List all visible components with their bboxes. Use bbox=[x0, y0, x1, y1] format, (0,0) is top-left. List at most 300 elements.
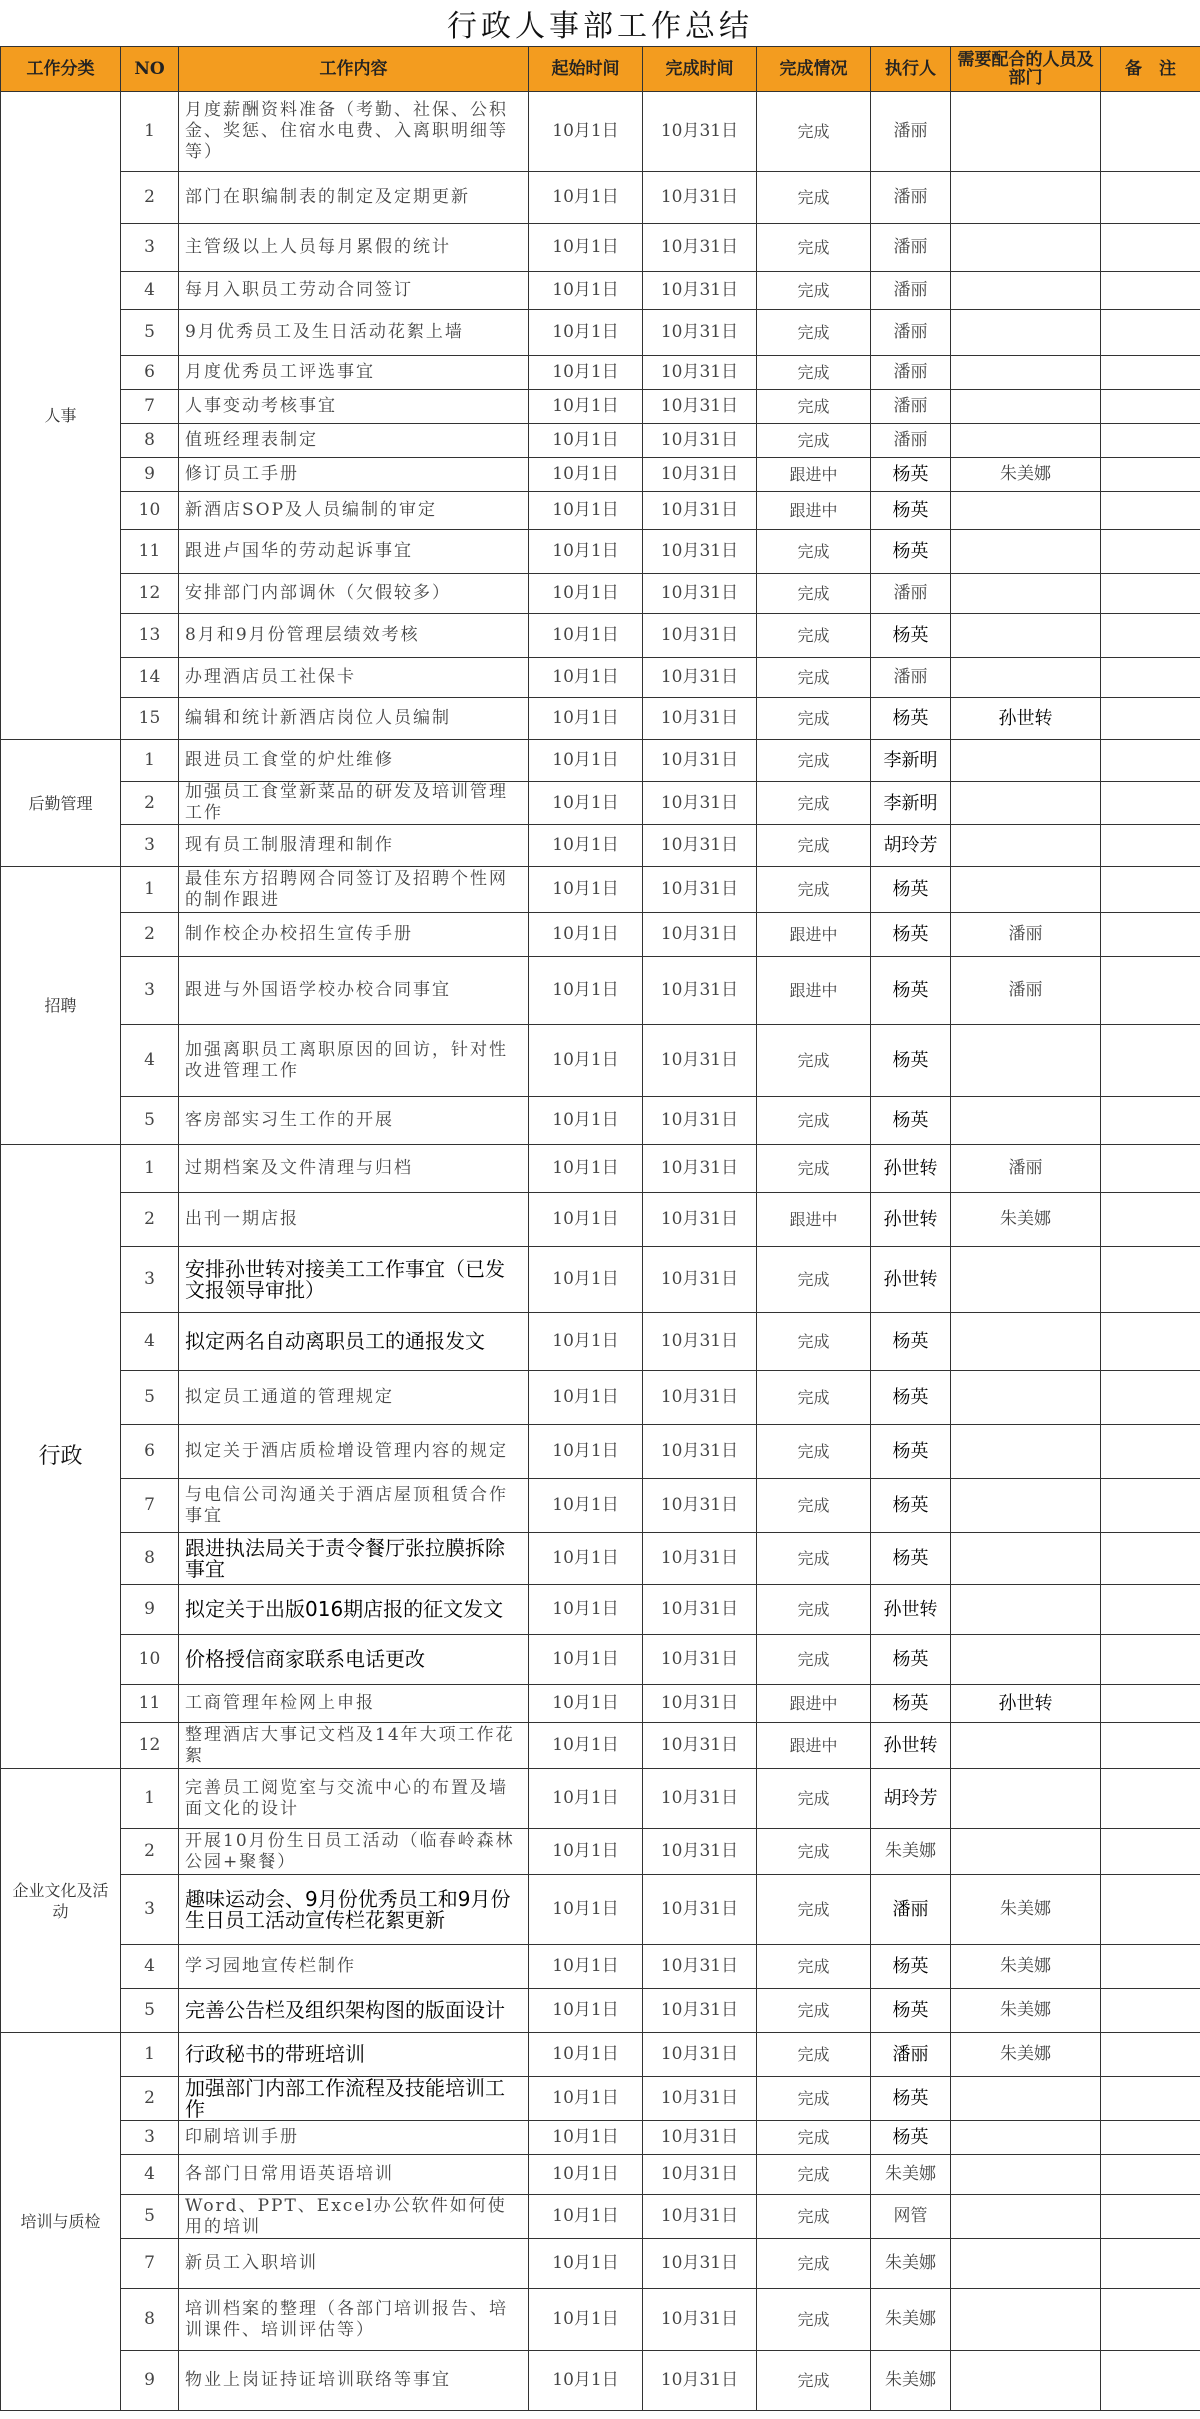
category-cell: 招聘 bbox=[1, 867, 121, 1145]
status-cell: 完成 bbox=[757, 2195, 871, 2239]
work-content-cell: 8月和9月份管理层绩效考核 bbox=[179, 614, 529, 658]
status-cell: 完成 bbox=[757, 2033, 871, 2077]
table-row bbox=[1, 825, 1200, 867]
cooperation-cell bbox=[951, 614, 1101, 658]
note-cell bbox=[1101, 1723, 1200, 1769]
row-number-cell: 4 bbox=[121, 2155, 179, 2195]
row-number-cell: 3 bbox=[121, 957, 179, 1025]
start-date-cell: 10月1日 bbox=[529, 272, 643, 310]
cooperation-cell bbox=[951, 825, 1101, 867]
executor-cell: 杨英 bbox=[871, 492, 951, 530]
executor-cell: 潘丽 bbox=[871, 2033, 951, 2077]
category-cell: 培训与质检 bbox=[1, 2033, 121, 2411]
end-date-cell: 10月31日 bbox=[643, 1425, 757, 1479]
header-cooperation: 需要配合的人员及部门 bbox=[951, 47, 1101, 92]
status-cell: 跟进中 bbox=[757, 458, 871, 492]
work-content-cell: 月度薪酬资料准备（考勤、社保、公积金、奖惩、住宿水电费、入离职明细等等） bbox=[179, 92, 529, 172]
start-date-cell: 10月1日 bbox=[529, 92, 643, 172]
note-cell bbox=[1101, 1945, 1200, 1989]
note-cell bbox=[1101, 2195, 1200, 2239]
row-number-cell: 5 bbox=[121, 2195, 179, 2239]
table-row bbox=[1, 272, 1200, 310]
table-row bbox=[1, 698, 1200, 740]
start-date-cell: 10月1日 bbox=[529, 574, 643, 614]
table-header-row bbox=[1, 47, 1200, 92]
end-date-cell: 10月31日 bbox=[643, 867, 757, 913]
table-row bbox=[1, 1145, 1200, 1193]
cooperation-cell bbox=[951, 2155, 1101, 2195]
work-content-cell: 整理酒店大事记文档及14年大项工作花絮 bbox=[179, 1723, 529, 1769]
row-number-cell: 6 bbox=[121, 356, 179, 390]
table-row bbox=[1, 614, 1200, 658]
header-category: 工作分类 bbox=[1, 47, 121, 92]
executor-cell: 杨英 bbox=[871, 1989, 951, 2033]
end-date-cell: 10月31日 bbox=[643, 272, 757, 310]
note-cell bbox=[1101, 2033, 1200, 2077]
end-date-cell: 10月31日 bbox=[643, 2239, 757, 2289]
cooperation-cell bbox=[951, 1829, 1101, 1875]
status-cell: 完成 bbox=[757, 530, 871, 574]
header-end-date: 完成时间 bbox=[643, 47, 757, 92]
table-row bbox=[1, 2195, 1200, 2239]
start-date-cell: 10月1日 bbox=[529, 172, 643, 224]
table-row bbox=[1, 2077, 1200, 2121]
cooperation-cell bbox=[951, 492, 1101, 530]
start-date-cell: 10月1日 bbox=[529, 614, 643, 658]
row-number-cell: 2 bbox=[121, 782, 179, 825]
table-row bbox=[1, 530, 1200, 574]
row-number-cell: 14 bbox=[121, 658, 179, 698]
row-number-cell: 3 bbox=[121, 825, 179, 867]
row-number-cell: 5 bbox=[121, 310, 179, 356]
cooperation-cell bbox=[951, 1247, 1101, 1313]
note-cell bbox=[1101, 390, 1200, 424]
executor-cell: 杨英 bbox=[871, 957, 951, 1025]
note-cell bbox=[1101, 2077, 1200, 2121]
work-content-cell: 与电信公司沟通关于酒店屋顶租赁合作事宜 bbox=[179, 1479, 529, 1533]
end-date-cell: 10月31日 bbox=[643, 1829, 757, 1875]
note-cell bbox=[1101, 172, 1200, 224]
start-date-cell: 10月1日 bbox=[529, 867, 643, 913]
row-number-cell: 7 bbox=[121, 1479, 179, 1533]
work-content-cell: 最佳东方招聘网合同签订及招聘个性网的制作跟进 bbox=[179, 867, 529, 913]
executor-cell: 朱美娜 bbox=[871, 2239, 951, 2289]
executor-cell: 杨英 bbox=[871, 614, 951, 658]
start-date-cell: 10月1日 bbox=[529, 424, 643, 458]
table-row bbox=[1, 1193, 1200, 1247]
note-cell bbox=[1101, 424, 1200, 458]
row-number-cell: 5 bbox=[121, 1097, 179, 1145]
table-row bbox=[1, 1313, 1200, 1371]
status-cell: 完成 bbox=[757, 424, 871, 458]
end-date-cell: 10月31日 bbox=[643, 390, 757, 424]
executor-cell: 胡玲芳 bbox=[871, 1769, 951, 1829]
executor-cell: 杨英 bbox=[871, 1685, 951, 1723]
end-date-cell: 10月31日 bbox=[643, 2121, 757, 2155]
note-cell bbox=[1101, 224, 1200, 272]
executor-cell: 孙世转 bbox=[871, 1145, 951, 1193]
start-date-cell: 10月1日 bbox=[529, 1723, 643, 1769]
table-row bbox=[1, 1371, 1200, 1425]
cooperation-cell bbox=[951, 1313, 1101, 1371]
row-number-cell: 4 bbox=[121, 1313, 179, 1371]
header-no: NO bbox=[121, 47, 179, 92]
work-content-cell: 办理酒店员工社保卡 bbox=[179, 658, 529, 698]
table-row bbox=[1, 1635, 1200, 1685]
cooperation-cell: 朱美娜 bbox=[951, 2033, 1101, 2077]
start-date-cell: 10月1日 bbox=[529, 2155, 643, 2195]
start-date-cell: 10月1日 bbox=[529, 1635, 643, 1685]
status-cell: 完成 bbox=[757, 92, 871, 172]
start-date-cell: 10月1日 bbox=[529, 740, 643, 782]
start-date-cell: 10月1日 bbox=[529, 356, 643, 390]
end-date-cell: 10月31日 bbox=[643, 825, 757, 867]
start-date-cell: 10月1日 bbox=[529, 2289, 643, 2351]
start-date-cell: 10月1日 bbox=[529, 1875, 643, 1945]
end-date-cell: 10月31日 bbox=[643, 2351, 757, 2411]
note-cell bbox=[1101, 530, 1200, 574]
table-row bbox=[1, 574, 1200, 614]
row-number-cell: 1 bbox=[121, 2033, 179, 2077]
page-title-bar bbox=[0, 0, 1200, 46]
status-cell: 完成 bbox=[757, 2289, 871, 2351]
table-row bbox=[1, 2289, 1200, 2351]
table-row bbox=[1, 1533, 1200, 1585]
work-content-cell: 培训档案的整理（各部门培训报告、培训课件、培训评估等） bbox=[179, 2289, 529, 2351]
cooperation-cell: 朱美娜 bbox=[951, 1989, 1101, 2033]
end-date-cell: 10月31日 bbox=[643, 1989, 757, 2033]
work-content-cell: 拟定两名自动离职员工的通报发文 bbox=[179, 1313, 529, 1371]
start-date-cell: 10月1日 bbox=[529, 1945, 643, 1989]
row-number-cell: 2 bbox=[121, 172, 179, 224]
row-number-cell: 3 bbox=[121, 224, 179, 272]
note-cell bbox=[1101, 2239, 1200, 2289]
row-number-cell: 12 bbox=[121, 1723, 179, 1769]
header-note: 备 注 bbox=[1101, 47, 1200, 92]
executor-cell: 杨英 bbox=[871, 1313, 951, 1371]
end-date-cell: 10月31日 bbox=[643, 2289, 757, 2351]
cooperation-cell bbox=[951, 1585, 1101, 1635]
start-date-cell: 10月1日 bbox=[529, 224, 643, 272]
work-content-cell: 每月入职员工劳动合同签订 bbox=[179, 272, 529, 310]
end-date-cell: 10月31日 bbox=[643, 1945, 757, 1989]
end-date-cell: 10月31日 bbox=[643, 957, 757, 1025]
end-date-cell: 10月31日 bbox=[643, 1371, 757, 1425]
status-cell: 完成 bbox=[757, 1247, 871, 1313]
start-date-cell: 10月1日 bbox=[529, 825, 643, 867]
note-cell bbox=[1101, 1425, 1200, 1479]
row-number-cell: 7 bbox=[121, 2239, 179, 2289]
start-date-cell: 10月1日 bbox=[529, 1829, 643, 1875]
work-content-cell: Word、PPT、Excel办公软件如何使用的培训 bbox=[179, 2195, 529, 2239]
status-cell: 完成 bbox=[757, 390, 871, 424]
executor-cell: 朱美娜 bbox=[871, 2351, 951, 2411]
work-content-cell: 趣味运动会、9月份优秀员工和9月份生日员工活动宣传栏花絮更新 bbox=[179, 1875, 529, 1945]
row-number-cell: 9 bbox=[121, 1585, 179, 1635]
row-number-cell: 10 bbox=[121, 1635, 179, 1685]
start-date-cell: 10月1日 bbox=[529, 390, 643, 424]
status-cell: 完成 bbox=[757, 2121, 871, 2155]
row-number-cell: 9 bbox=[121, 458, 179, 492]
cooperation-cell bbox=[951, 2195, 1101, 2239]
header-start-date: 起始时间 bbox=[529, 47, 643, 92]
note-cell bbox=[1101, 698, 1200, 740]
end-date-cell: 10月31日 bbox=[643, 1479, 757, 1533]
status-cell: 完成 bbox=[757, 310, 871, 356]
status-cell: 完成 bbox=[757, 2155, 871, 2195]
executor-cell: 网管 bbox=[871, 2195, 951, 2239]
cooperation-cell bbox=[951, 1479, 1101, 1533]
header-status: 完成情况 bbox=[757, 47, 871, 92]
note-cell bbox=[1101, 1585, 1200, 1635]
work-content-cell: 客房部实习生工作的开展 bbox=[179, 1097, 529, 1145]
cooperation-cell: 潘丽 bbox=[951, 1145, 1101, 1193]
cooperation-cell bbox=[951, 224, 1101, 272]
note-cell bbox=[1101, 1025, 1200, 1097]
start-date-cell: 10月1日 bbox=[529, 1585, 643, 1635]
category-cell: 后勤管理 bbox=[1, 740, 121, 867]
table-row bbox=[1, 740, 1200, 782]
row-number-cell: 5 bbox=[121, 1371, 179, 1425]
status-cell: 完成 bbox=[757, 740, 871, 782]
status-cell: 完成 bbox=[757, 1829, 871, 1875]
cooperation-cell bbox=[951, 2077, 1101, 2121]
work-content-cell: 拟定关于酒店质检增设管理内容的规定 bbox=[179, 1425, 529, 1479]
cooperation-cell: 孙世转 bbox=[951, 1685, 1101, 1723]
end-date-cell: 10月31日 bbox=[643, 1247, 757, 1313]
start-date-cell: 10月1日 bbox=[529, 310, 643, 356]
note-cell bbox=[1101, 1313, 1200, 1371]
work-content-cell: 开展10月份生日员工活动（临春岭森林公园+聚餐） bbox=[179, 1829, 529, 1875]
start-date-cell: 10月1日 bbox=[529, 1247, 643, 1313]
status-cell: 完成 bbox=[757, 658, 871, 698]
cooperation-cell: 孙世转 bbox=[951, 698, 1101, 740]
end-date-cell: 10月31日 bbox=[643, 658, 757, 698]
note-cell bbox=[1101, 92, 1200, 172]
work-content-cell: 工商管理年检网上申报 bbox=[179, 1685, 529, 1723]
end-date-cell: 10月31日 bbox=[643, 92, 757, 172]
start-date-cell: 10月1日 bbox=[529, 492, 643, 530]
cooperation-cell bbox=[951, 1635, 1101, 1685]
work-content-cell: 新酒店SOP及人员编制的审定 bbox=[179, 492, 529, 530]
note-cell bbox=[1101, 825, 1200, 867]
category-cell: 人事 bbox=[1, 92, 121, 740]
status-cell: 完成 bbox=[757, 825, 871, 867]
status-cell: 跟进中 bbox=[757, 913, 871, 957]
table-row bbox=[1, 2239, 1200, 2289]
end-date-cell: 10月31日 bbox=[643, 2077, 757, 2121]
status-cell: 完成 bbox=[757, 1585, 871, 1635]
start-date-cell: 10月1日 bbox=[529, 1479, 643, 1533]
end-date-cell: 10月31日 bbox=[643, 574, 757, 614]
status-cell: 完成 bbox=[757, 356, 871, 390]
note-cell bbox=[1101, 574, 1200, 614]
executor-cell: 杨英 bbox=[871, 458, 951, 492]
row-number-cell: 8 bbox=[121, 2289, 179, 2351]
end-date-cell: 10月31日 bbox=[643, 1533, 757, 1585]
status-cell: 完成 bbox=[757, 224, 871, 272]
end-date-cell: 10月31日 bbox=[643, 172, 757, 224]
status-cell: 完成 bbox=[757, 1769, 871, 1829]
cooperation-cell bbox=[951, 1723, 1101, 1769]
cooperation-cell: 潘丽 bbox=[951, 957, 1101, 1025]
note-cell bbox=[1101, 1769, 1200, 1829]
start-date-cell: 10月1日 bbox=[529, 2351, 643, 2411]
end-date-cell: 10月31日 bbox=[643, 782, 757, 825]
work-content-cell: 跟进卢国华的劳动起诉事宜 bbox=[179, 530, 529, 574]
note-cell bbox=[1101, 782, 1200, 825]
note-cell bbox=[1101, 1685, 1200, 1723]
work-content-cell: 学习园地宣传栏制作 bbox=[179, 1945, 529, 1989]
cooperation-cell bbox=[951, 658, 1101, 698]
page-title: 行政人事部工作总结 bbox=[447, 9, 753, 44]
end-date-cell: 10月31日 bbox=[643, 530, 757, 574]
table-row bbox=[1, 172, 1200, 224]
note-cell bbox=[1101, 2289, 1200, 2351]
row-number-cell: 1 bbox=[121, 867, 179, 913]
cooperation-cell: 朱美娜 bbox=[951, 1193, 1101, 1247]
table-row bbox=[1, 1989, 1200, 2033]
status-cell: 完成 bbox=[757, 1371, 871, 1425]
work-content-cell: 物业上岗证持证培训联络等事宜 bbox=[179, 2351, 529, 2411]
executor-cell: 杨英 bbox=[871, 867, 951, 913]
executor-cell: 杨英 bbox=[871, 1945, 951, 1989]
row-number-cell: 11 bbox=[121, 530, 179, 574]
end-date-cell: 10月31日 bbox=[643, 1313, 757, 1371]
start-date-cell: 10月1日 bbox=[529, 1685, 643, 1723]
note-cell bbox=[1101, 1145, 1200, 1193]
header-content: 工作内容 bbox=[179, 47, 529, 92]
note-cell bbox=[1101, 1097, 1200, 1145]
work-content-cell: 印刷培训手册 bbox=[179, 2121, 529, 2155]
work-content-cell: 修订员工手册 bbox=[179, 458, 529, 492]
cooperation-cell bbox=[951, 2239, 1101, 2289]
cooperation-cell bbox=[951, 424, 1101, 458]
end-date-cell: 10月31日 bbox=[643, 2033, 757, 2077]
note-cell bbox=[1101, 1479, 1200, 1533]
start-date-cell: 10月1日 bbox=[529, 782, 643, 825]
table-row bbox=[1, 658, 1200, 698]
status-cell: 完成 bbox=[757, 574, 871, 614]
note-cell bbox=[1101, 492, 1200, 530]
executor-cell: 杨英 bbox=[871, 2121, 951, 2155]
end-date-cell: 10月31日 bbox=[643, 458, 757, 492]
table-row bbox=[1, 310, 1200, 356]
end-date-cell: 10月31日 bbox=[643, 1685, 757, 1723]
work-content-cell: 加强离职员工离职原因的回访，针对性改进管理工作 bbox=[179, 1025, 529, 1097]
table-row bbox=[1, 92, 1200, 172]
status-cell: 完成 bbox=[757, 867, 871, 913]
status-cell: 完成 bbox=[757, 1945, 871, 1989]
start-date-cell: 10月1日 bbox=[529, 1425, 643, 1479]
row-number-cell: 1 bbox=[121, 740, 179, 782]
work-content-cell: 9月优秀员工及生日活动花絮上墙 bbox=[179, 310, 529, 356]
row-number-cell: 2 bbox=[121, 1829, 179, 1875]
executor-cell: 朱美娜 bbox=[871, 2155, 951, 2195]
row-number-cell: 13 bbox=[121, 614, 179, 658]
executor-cell: 杨英 bbox=[871, 1533, 951, 1585]
note-cell bbox=[1101, 614, 1200, 658]
executor-cell: 潘丽 bbox=[871, 224, 951, 272]
table-row bbox=[1, 2155, 1200, 2195]
note-cell bbox=[1101, 1829, 1200, 1875]
start-date-cell: 10月1日 bbox=[529, 2033, 643, 2077]
status-cell: 跟进中 bbox=[757, 957, 871, 1025]
work-content-cell: 编辑和统计新酒店岗位人员编制 bbox=[179, 698, 529, 740]
executor-cell: 孙世转 bbox=[871, 1193, 951, 1247]
status-cell: 完成 bbox=[757, 1635, 871, 1685]
cooperation-cell bbox=[951, 2121, 1101, 2155]
table-row bbox=[1, 1425, 1200, 1479]
status-cell: 跟进中 bbox=[757, 492, 871, 530]
executor-cell: 杨英 bbox=[871, 698, 951, 740]
table-row bbox=[1, 2033, 1200, 2077]
executor-cell: 杨英 bbox=[871, 1097, 951, 1145]
cooperation-cell bbox=[951, 172, 1101, 224]
start-date-cell: 10月1日 bbox=[529, 1097, 643, 1145]
table-row bbox=[1, 2351, 1200, 2411]
executor-cell: 孙世转 bbox=[871, 1585, 951, 1635]
header-executor: 执行人 bbox=[871, 47, 951, 92]
work-content-cell: 安排部门内部调休（欠假较多） bbox=[179, 574, 529, 614]
cooperation-cell bbox=[951, 530, 1101, 574]
executor-cell: 潘丽 bbox=[871, 390, 951, 424]
work-content-cell: 加强部门内部工作流程及技能培训工作 bbox=[179, 2077, 529, 2121]
cooperation-cell bbox=[951, 1425, 1101, 1479]
note-cell bbox=[1101, 2121, 1200, 2155]
end-date-cell: 10月31日 bbox=[643, 1723, 757, 1769]
end-date-cell: 10月31日 bbox=[643, 1635, 757, 1685]
cooperation-cell bbox=[951, 574, 1101, 614]
category-cell: 行政 bbox=[1, 1145, 121, 1769]
executor-cell: 潘丽 bbox=[871, 424, 951, 458]
table-row bbox=[1, 1097, 1200, 1145]
note-cell bbox=[1101, 2155, 1200, 2195]
table-row bbox=[1, 1025, 1200, 1097]
executor-cell: 潘丽 bbox=[871, 1875, 951, 1945]
row-number-cell: 10 bbox=[121, 492, 179, 530]
status-cell: 完成 bbox=[757, 1425, 871, 1479]
note-cell bbox=[1101, 1533, 1200, 1585]
end-date-cell: 10月31日 bbox=[643, 740, 757, 782]
executor-cell: 潘丽 bbox=[871, 574, 951, 614]
start-date-cell: 10月1日 bbox=[529, 1313, 643, 1371]
work-content-cell: 现有员工制服清理和制作 bbox=[179, 825, 529, 867]
work-content-cell: 值班经理表制定 bbox=[179, 424, 529, 458]
row-number-cell: 4 bbox=[121, 272, 179, 310]
executor-cell: 杨英 bbox=[871, 1371, 951, 1425]
row-number-cell: 6 bbox=[121, 1425, 179, 1479]
row-number-cell: 2 bbox=[121, 2077, 179, 2121]
executor-cell: 李新明 bbox=[871, 740, 951, 782]
executor-cell: 杨英 bbox=[871, 2077, 951, 2121]
end-date-cell: 10月31日 bbox=[643, 1875, 757, 1945]
executor-cell: 杨英 bbox=[871, 1635, 951, 1685]
work-content-cell: 人事变动考核事宜 bbox=[179, 390, 529, 424]
table-row bbox=[1, 1723, 1200, 1769]
row-number-cell: 7 bbox=[121, 390, 179, 424]
cooperation-cell bbox=[951, 272, 1101, 310]
end-date-cell: 10月31日 bbox=[643, 424, 757, 458]
table-row bbox=[1, 424, 1200, 458]
executor-cell: 李新明 bbox=[871, 782, 951, 825]
end-date-cell: 10月31日 bbox=[643, 1025, 757, 1097]
start-date-cell: 10月1日 bbox=[529, 1371, 643, 1425]
work-content-cell: 新员工入职培训 bbox=[179, 2239, 529, 2289]
row-number-cell: 12 bbox=[121, 574, 179, 614]
table-row bbox=[1, 224, 1200, 272]
start-date-cell: 10月1日 bbox=[529, 2239, 643, 2289]
